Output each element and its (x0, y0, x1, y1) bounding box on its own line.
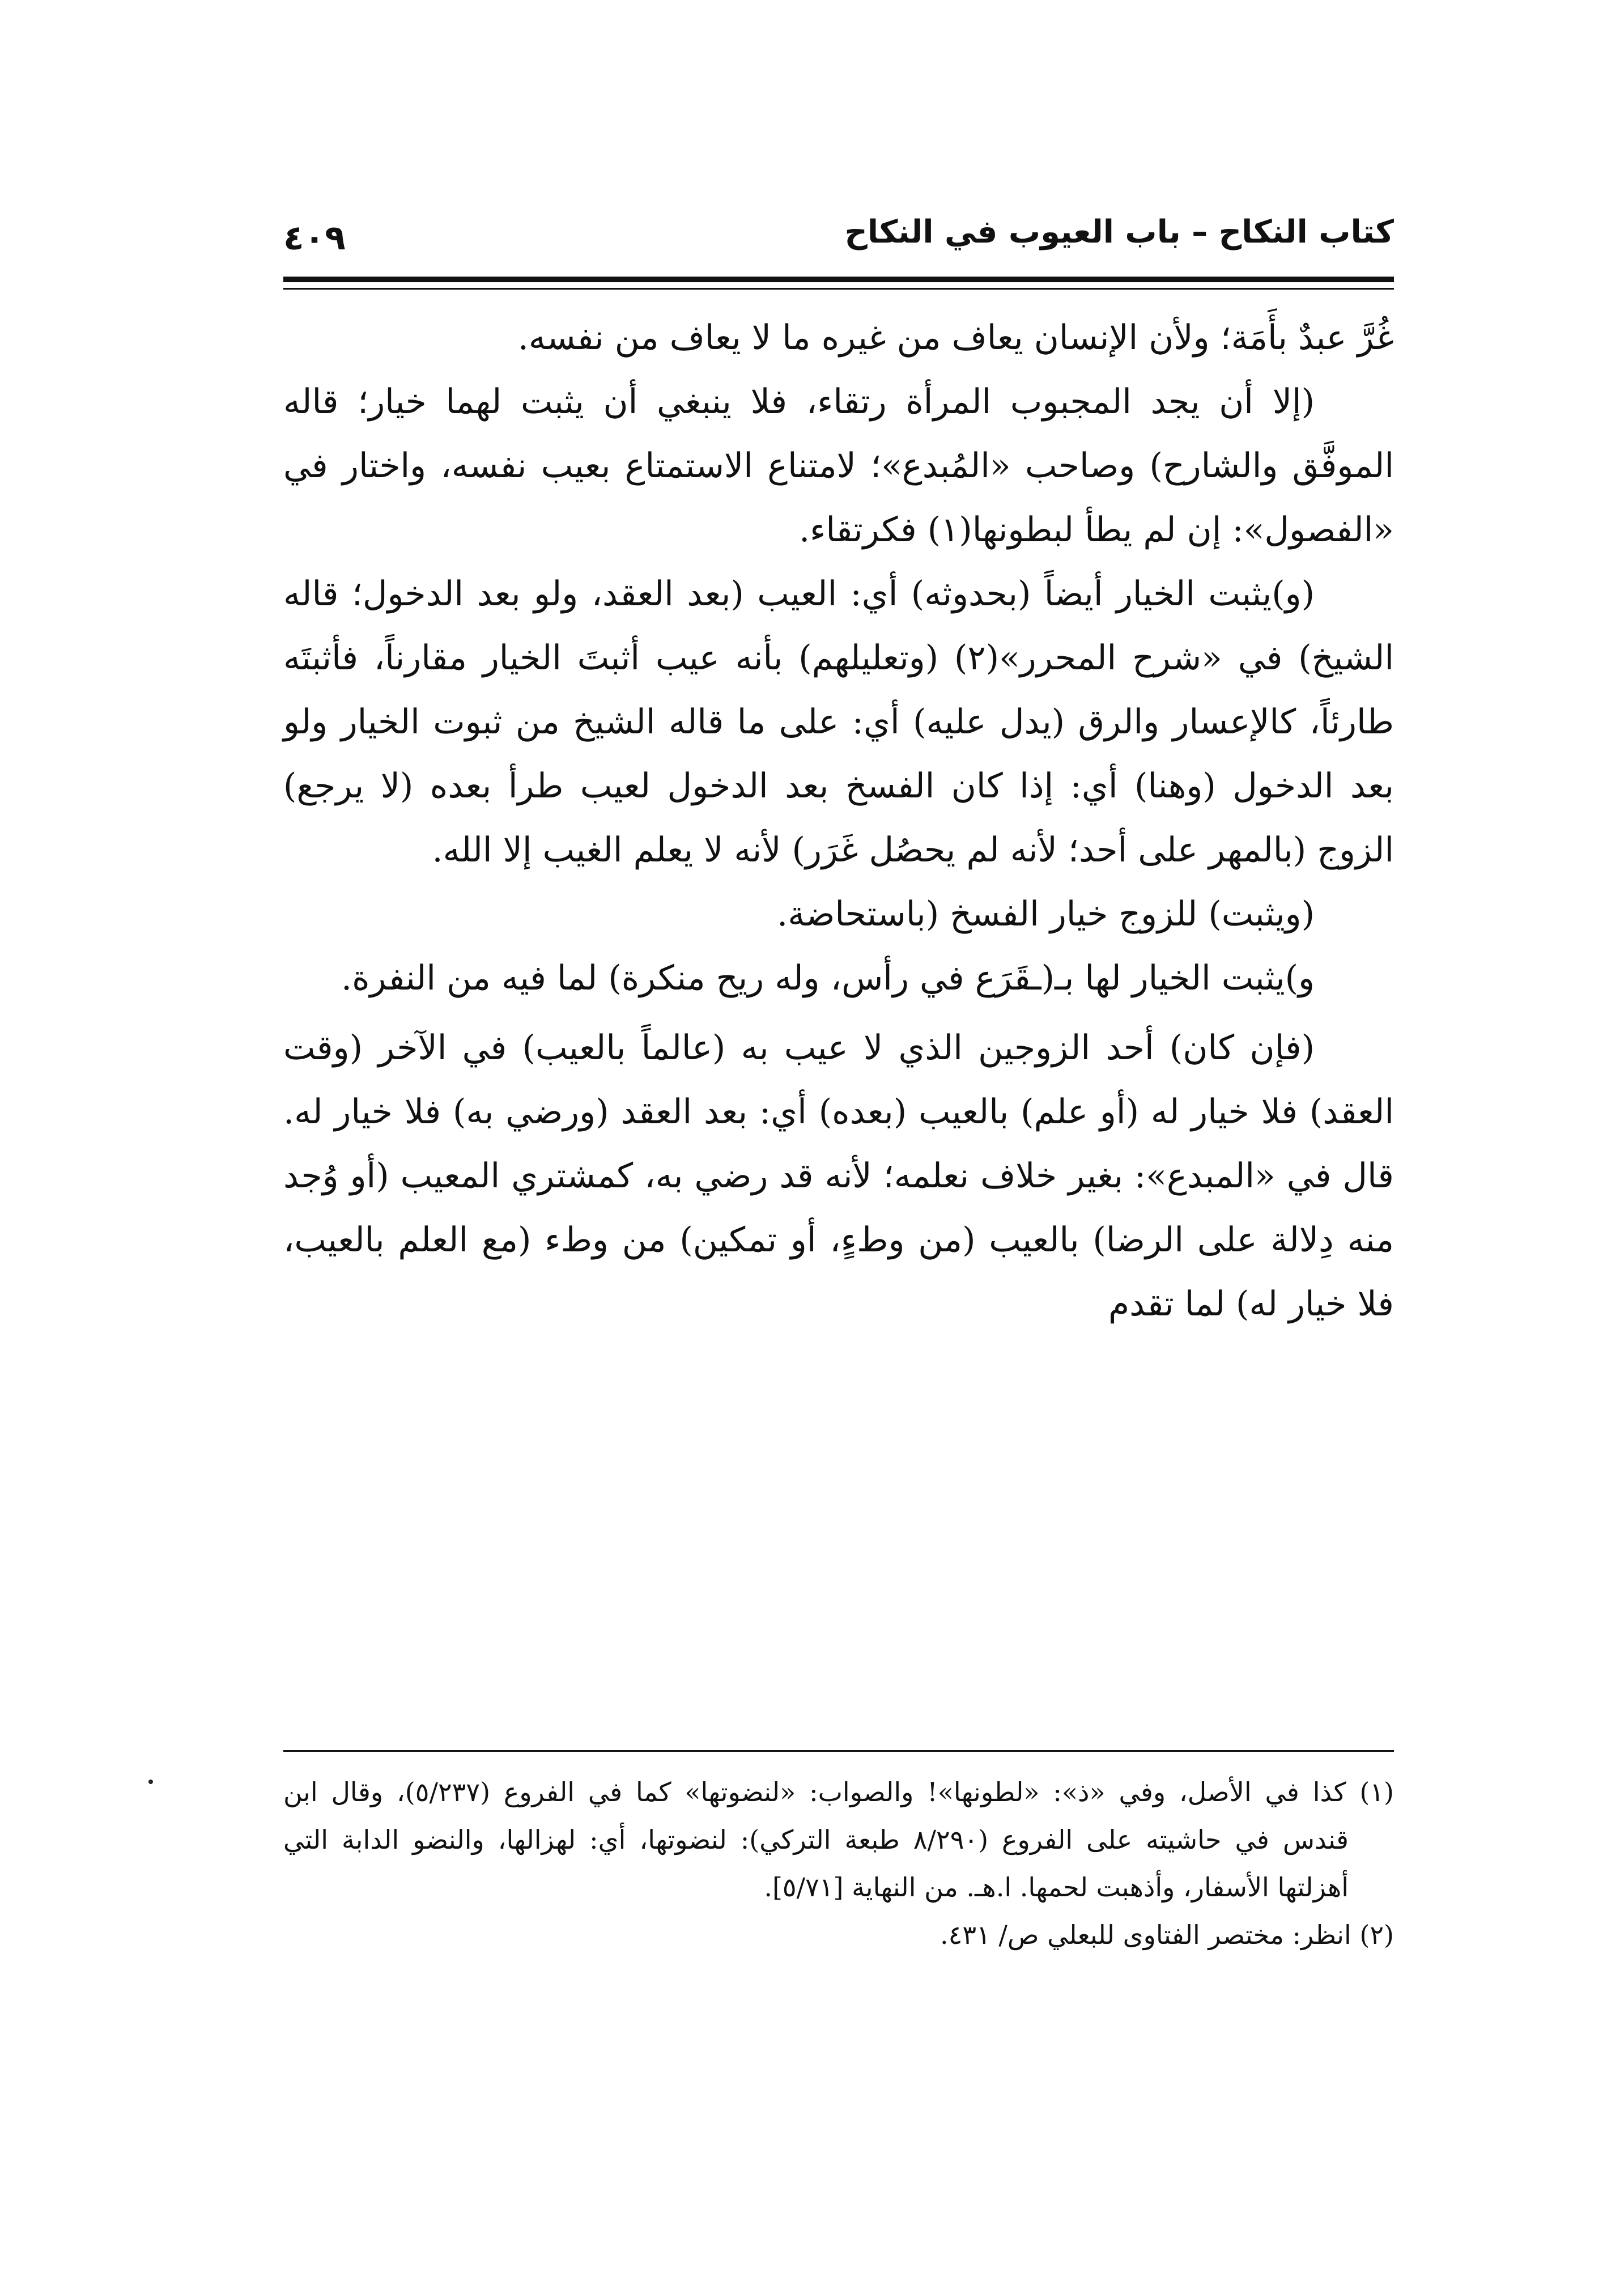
paragraph: (فإن كان) أحد الزوجين الذي لا عيب به (عالماً بالعيب) في الآخر (وقت العقد) فلا خيار له (أو علم) بالعيب (بعده) أي: بعد العقد (ورضي به) فلا خيار له. قال في «المبدع»: بغير خلاف نعلمه؛ لأنه قد رضي به، كمشتري المعيب (أو وُجد منه دِلالة على الرضا) بالعيب (من وطءٍ، أو تمكين) من وطء (مع العلم بالعيب، فلا خيار له) لما تقدم (283, 1028, 1395, 1324)
page-number: ٤٠٩ (283, 218, 346, 258)
header-rule-thin (283, 288, 1394, 290)
paragraph: (إلا أن يجد المجبوب المرأة رتقاء، فلا ينبغي أن يثبت لهما خيار؛ قاله الموفَّق والشارح) وصاحب «المُبدع»؛ لامتناع الاستمتاع بعيب نفسه، واختار في «الفصول»: إن لم يطأ لبطونها(١) فكرتقاء. (283, 382, 1394, 550)
paragraph: غُرَّ عبدٌ بأَمَة؛ ولأن الإنسان يعاف من غيره ما لا يعاف من نفسه. (517, 318, 1394, 358)
chapter-title: كتاب النكاح – باب العيوب في النكاح (844, 214, 1394, 250)
paragraph: (ويثبت) للزوج خيار الفسخ (باستحاضة. (777, 894, 1315, 934)
footnote: (٢) انظر: مختصر الفتاوى للبعلي ص/ ٤٣١. (940, 1920, 1394, 1950)
running-header (283, 204, 1394, 272)
paragraph: و)يثبت الخيار لها بـ(ـقَرَع في رأس، وله ريح منكرة) لما فيه من النفرة. (341, 958, 1315, 998)
footnote: (١) كذا في الأصل، وفي «ذ»: «لطونها»! والصواب: «لنضوتها» كما في الفروع (٥/٢٣٧)، وقال ابن قندس في حاشيته على الفروع (٨/٢٩٠ طبعة التركي): لنضوتها، أي: لهزالها، والنضو الدابة التي أهزلتها الأسفار، وأذهبت لحمها. ا.هـ. من النهاية [٥/٧١]. (283, 1777, 1394, 1903)
header-rule-thick (283, 277, 1394, 282)
main-text (283, 306, 1394, 1336)
paragraph: (و)يثبت الخيار أيضاً (بحدوثه) أي: العيب (بعد العقد، ولو بعد الدخول؛ قاله الشيخ) في «شرح المحرر»(٢) (وتعليلهم) بأنه عيب أثبتَ الخيار مقارناً، فأثبتَه طارئاً، كالإعسار والرق (يدل عليه) أي: على ما قاله الشيخ من ثبوت الخيار ولو بعد الدخول (وهنا) أي: إذا كان الفسخ بعد الدخول لعيب طرأ بعده (لا يرجع) الزوج (بالمهر على أحد؛ لأنه لم يحصُل غَرَر) لأنه لا يعلم الغيب إلا الله. (283, 574, 1394, 870)
scan-speck (148, 1780, 153, 1784)
footnote-separator (283, 1750, 1394, 1752)
footnotes (283, 1768, 1394, 1959)
